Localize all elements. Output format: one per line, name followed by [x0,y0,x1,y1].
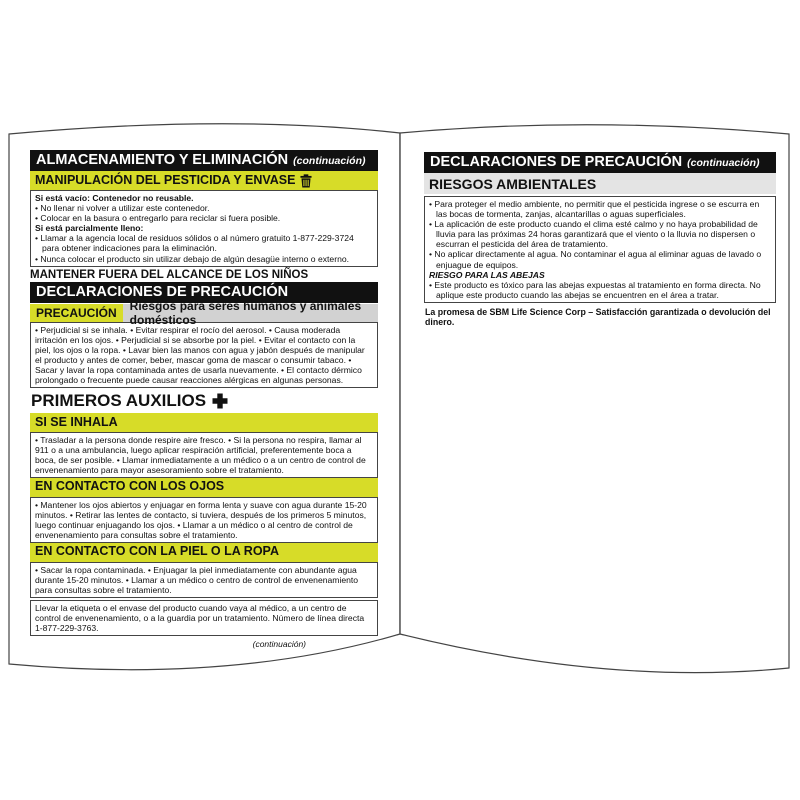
eyes-section-header [30,478,378,497]
satisfaction-promise: La promesa de SBM Life Science Corp – Satisfacción garantizada o devolución del dinero. [425,306,771,327]
list-item: • Para proteger el medio ambiente, no permitir que el pesticida ingrese o se escurra en las bocas de tormenta, zanjas, alcantarillas o aguas superficiales. [429,199,760,220]
precaution-continued-header [424,152,776,173]
list-item: • No llenar ni volver a utilizar este contenedor. [35,203,210,214]
right-page [424,152,776,327]
storage-continuation-note: (continuación) [293,155,366,167]
trash-icon [300,174,312,188]
skin-section-header [30,543,378,562]
eyes-instructions: • Mantener los ojos abiertos y enjuagar en forma lenta y suave con agua durante 15-20 minutos. • Retirar las lentes de contacto, si tuviera, después de los primeros 5 minutos, luego continuar enjuagando los ojos. • Llamar a un médico o al centro de control de envenenamiento para consultas sobre el tratamiento. [35,499,367,540]
hotline-text: Llevar la etiqueta o el envase del producto cuando vaya al médico, a un centro de control de envenenamiento, o a la guardia por un tratamiento. Número de línea directa 1-877-229-3763. [35,602,365,633]
partial-container-heading: Si está parcialmente lleno: [35,223,144,234]
environmental-hazards-header: RIESGOS AMBIENTALES [424,173,776,194]
first-aid-title: PRIMEROS AUXILIOS [31,391,207,411]
skin-section-title: EN CONTACTO CON LA PIEL O LA ROPA [35,544,279,559]
caution-signal-row [30,298,378,327]
first-aid-heading [30,388,378,413]
skin-instructions: • Sacar la ropa contaminada. • Enjuagar la piel inmediatamente con abundante agua durante 15-20 minutos. • Llamar a un médico o centro de control de envenenamiento para consultas sobre el tratamiento. [35,564,359,595]
bee-hazard-title: RIESGO PARA LAS ABEJAS [429,269,545,280]
handling-section-header [30,171,378,190]
environmental-bullets [429,199,771,269]
hazard-statements-box [30,322,378,388]
partial-container-bullets [35,233,373,263]
empty-container-heading: Si está vacío: Contenedor no reusable. [35,193,194,204]
container-disposal-box [30,190,378,266]
storage-section-title: ALMACENAMIENTO Y ELIMINACIÓN [36,152,289,168]
empty-container-bullets [35,203,373,223]
eyes-section-title: EN CONTACTO CON LOS OJOS [35,479,225,494]
keep-away-statement: MANTENER FUERA DEL ALCANCE DE LOS NIÑOS [30,268,309,281]
handling-section-title: MANIPULACIÓN DEL PESTICIDA Y ENVASE [35,172,296,187]
eyes-instructions-box [30,497,378,543]
bee-hazard-bullet: • Este producto es tóxico para las abejas expuestas al tratamiento en forma directa. No aplique este producto cuando las abejas se encuentren en el área a tratar. [429,279,761,300]
caution-signal-word: PRECAUCIÓN [30,304,123,322]
storage-section-header [30,150,378,171]
list-item: • La aplicación de este producto cuando el clima esté calmo y no haya probabilidad de lluvia para las próximas 24 horas garantizará que el viento o la lluvia no dispersen o escurran el pesticida del área de tratamiento. [429,219,758,250]
left-page [30,150,378,649]
hazard-paragraph: • Perjudicial si se inhala. • Evitar respirar el rocío del aerosol. • Causa moderada irritación en los ojos. • Perjudicial si se absorbe por la piel. • Evitar el contacto con la piel, los ojos o la ropa. • Lavar bien las manos con agua y jabón después de manipular el producto y antes de comer, beber, mascar goma de mascar o consumir tabaco. • Sacar y lavar la ropa contaminada antes de usarla nuevamente. • El contacto dérmico prolongado o frecuente puede causar reacciones alérgicas en algunas personas. [35,324,365,385]
list-item: • No aplicar directamente al agua. No contaminar el agua al eliminar aguas de lavado o enjuague de equipos. [429,249,762,270]
list-item: • Llamar a la agencia local de residuos sólidos o al número gratuito 1-877-229-3724 para obtener indicaciones para la eliminación. [35,233,354,254]
first-aid-cross-icon [212,393,228,409]
left-page-continuation-note: (continuación) [252,638,306,649]
inhale-section-title: SI SE INHALA [35,414,118,429]
list-item: • Colocar en la basura o entregarlo para reciclar si fuera posible. [35,213,281,224]
environmental-hazards-box [424,196,776,302]
hotline-box [30,600,378,636]
inhale-instructions: • Trasladar a la persona donde respire aire fresco. • Si la persona no respira, llamar al 911 o a una ambulancia, luego aplicar respiración artificial, preferentemente boca a boca, de ser posible. • Llamar inmediatamente a un médico o a un centro de control de envenenamiento para mayor asesoramiento sobre el tratamiento. [35,434,366,475]
inhale-section-header [30,413,378,432]
skin-instructions-box [30,562,378,598]
inhale-instructions-box [30,432,378,478]
precaution-section-title: DECLARACIONES DE PRECAUCIÓN [36,283,289,300]
precaution-continued-title: DECLARACIONES DE PRECAUCIÓN [430,154,683,170]
caution-signal-subtitle: Riesgos para seres humanos y animales domésticos [129,298,362,327]
precaution-continuation-note: (continuación) [687,157,760,169]
list-item: • Nunca colocar el producto sin utilizar debajo de algún desagüe interno o externo. [35,253,350,264]
